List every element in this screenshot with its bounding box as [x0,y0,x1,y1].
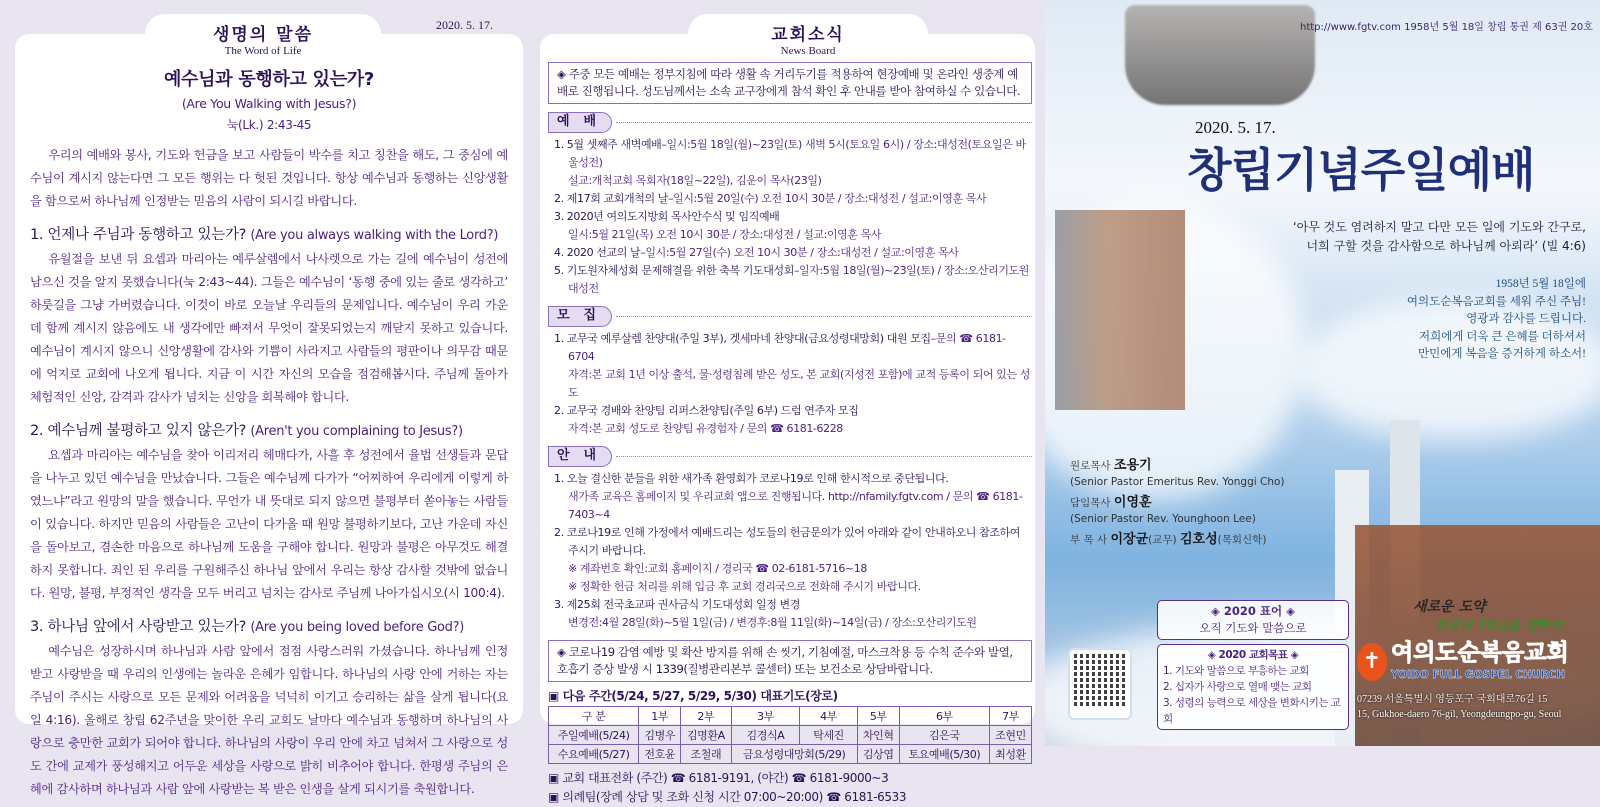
goals-box [1157,644,1349,730]
section-subtitle: News Board [780,45,836,57]
table-cell: 전호윤 [639,745,681,764]
news-item-detail: ※ 계좌번호 확인:교회 홈페이지 / 경리국 ☎ 02-6181-5716~18 [568,562,867,575]
table-cell: 5부 [857,707,899,726]
point-heading-ko: 3. 하나님 앞에서 사랑받고 있는가? [30,619,247,635]
verse-line: 너희 구할 것을 감사함으로 하나님께 아뢰라’ (빌 4:6) [1306,239,1586,253]
news-item-title: 4. 2020 선교의 날 [554,246,641,259]
news-item-title: 2. 제17회 교회개척의 날 [554,192,668,205]
name: 이장균 [1110,532,1149,547]
table-cell: 김은국 [899,726,989,745]
news-item [548,208,1032,226]
news-item-detail: 새가족 교육은 홈페이지 및 우리교회 앱으로 진행됩니다. http://nfamily.fgtv.com / 문의 ☎ 6181-7403~4 [568,490,1023,521]
senior-pastor-en: (Senior Pastor Rev. Younghoon Lee) [1070,513,1256,525]
news-board-tab [688,14,928,57]
dedication-line: 영광과 감사를 드립니다. [1466,313,1586,325]
point-heading-ko: 2. 예수님께 불평하고 있지 않은가? [30,423,247,439]
slogan: 새로운 도약 [1413,599,1486,615]
point-body: 유월절을 보낸 뒤 요셉과 마리아는 예루살렘에서 나사렛으로 가는 길에 예수님이 성전에 남으신 것을 알지 못했습니다(눅 2:43~44). 그들은 예수님이 ‘동행 중에 있는 줄로 생각하고’ 하룻길을 그냥 가버렸습니다. 이것이 바로 오늘날 우리들의 문제입니다. 예수님이 우리 가운데 함께 계시지 않음에도 내 생각에만 빠져서 무엇이 잘못되었는지 깨닫지 못하고 있습니다. 예수님이 계시지 않으니 신앙생활에 감사와 기쁨이 사라지고 사람들의 평판이나 의무감 때문에 억지로 교회에 나오게 됩니다. 지금 이 시간 자신의 모습을 점검해봅시다. 주님께 돌아가 체험적인 신앙, 감격과 감사가 넘치는 신앙을 회복해야 합니다. [30,252,508,404]
table-cell: 최성환 [989,745,1031,764]
issue-date: 2020. 5. 17. [436,18,493,32]
goal-item: 1. 기도와 말씀으로 부흥하는 교회 [1163,665,1309,677]
cover-page [1045,0,1600,746]
news-item-detail: ※ 정확한 헌금 처리를 위해 입금 후 교회 경리국으로 전화해 주시기 바랍니다. [568,580,921,593]
goal-item: 2. 십자가 사랑으로 열매 맺는 교회 [1163,681,1312,693]
table-row [549,726,1032,745]
table-cell: 조현민 [989,726,1031,745]
table-cell: 김명환A [681,726,731,745]
address-en: 15, Gukhoe-daero 76-gil, Yeongdeungpo-gu, Seoul [1357,709,1562,720]
point-body: 예수님은 성장하시며 하나님과 사람 앞에서 점점 사랑스러워 가셨습니다. 하나님께 인정받고 사랑받을 때 우리의 인생에는 놀라운 은혜가 임합니다. 하나님의 사랑 안에 거하는 자는 주님이 주시는 사랑으로 모든 문제와 어려움을 넉넉히 이기고 승리하는 삶을 살게 됩니다(요일 4:16). 올해로 창립 62주년을 맞이한 우리 교회도 날마다 예수님과 동행하며 하나님의 사랑으로 충만한 교회가 되어야 합니다. 하나님의 사랑이 우리 안에 차고 넘쳐서 그 사랑으로 성도 간에 교제가 풍성해지고 어두운 세상을 사랑으로 밝히 비추어야 합니다. 한평생 주님의 은혜에 감사하며 하나님과 사람 앞에 사랑받는 복 받은 인생을 살게 되시기를 축원합니다. [30,644,508,796]
table-cell: 토요예배(5/30) [899,745,989,764]
pastors [1070,458,1285,548]
news-content [548,62,1032,807]
church-tower-photo [1055,210,1185,410]
scripture-reference: 눅(Lk.) 2:43-45 [226,118,312,132]
table-cell: 김경식A [731,726,800,745]
table-cell: 주일예배(5/24) [549,726,639,745]
dedication [1407,276,1586,364]
section-title: 교회소식 [771,25,845,45]
news-item-info: –일시:5월 27일(수) 오전 10시 30분 / 장소:대성전 / 설교:이영훈 목사 [640,246,959,259]
address [1357,692,1561,722]
news-item-detail: 변경전:4월 28일(화)~5월 1일(금) / 변경후:8월 11일(화)~14일(금) / 장소:오산리기도원 [568,616,977,629]
sermon-title-en: (Are You Walking with Jesus?) [181,96,357,111]
table-cell: 7부 [989,707,1031,726]
worship-notice: ◈ 주중 모든 예배는 정부지침에 따라 생활 속 거리두기를 적용하여 현장예배 및 온라인 생중계 예배로 진행됩니다. 성도님께서는 소속 교구장에게 참석 확인 후 안내를 받아 참여하실 수 있습니다. [548,62,1032,104]
church-name: 여의도순복음교회 [1391,640,1569,666]
cover-date: 2020. 5. 17. [1195,118,1276,137]
church-logo-icon: ✝ [1357,643,1387,681]
divider [616,316,1032,317]
goal-item: 3. 성령의 능력으로 세상을 변화시키는 교회 [1163,697,1341,725]
address-ko: 07239 서울특별시 영등포구 국회대로76길 15 [1357,694,1548,705]
dedication-line: 1958년 5월 18일에 [1495,278,1586,290]
senior-pastor [1070,495,1285,511]
news-item-title: 3. 2020년 여의도지방회 목사안수식 및 임직예배 [554,210,780,223]
news-item-title: 5. 기도원자체성회 문제해결을 위한 축복 기도대성회 [554,264,794,277]
news-item-info: –문의 ☎ 6181-6704 [568,332,1006,363]
dedication-line: 저희에게 더욱 큰 은혜를 더하셔서 [1418,330,1586,343]
table-cell: 2부 [681,707,731,726]
emeritus-pastor-en: (Senior Pastor Emeritus Rev. Yonggi Cho) [1070,476,1285,488]
motto-box [1157,600,1349,640]
sermon-title: 예수님과 동행하고 있는가? [163,69,375,90]
church-phone: ▣ 교회 대표전화 (주간) ☎ 6181-9191, (야간) ☎ 6181-9000~3 [548,771,889,785]
news-sections [548,112,1032,632]
table-cell: 3부 [731,707,800,726]
table-cell: 차인혁 [857,726,899,745]
table-cell: 4부 [800,707,857,726]
news-item-title: 3. 제25회 전국초교파 권사금식 기도대성회 일정 변경 [554,598,800,611]
table-header-row [549,707,1032,726]
news-item-info: –일시:5월 18일(월)~23일(토) 새벽 5시(토요일 6시) / 장소:대성전(토요일은 바울성전) [568,138,1026,169]
motto-title: ◈ 2020 표어 ◈ [1211,604,1295,618]
news-item-title: 1. 오늘 결신한 분들을 위한 새가족 환영회가 코로나19로 인해 한시적으로 중단됩니다. [554,472,949,485]
divider [616,122,1032,123]
slogan: 희망의 70년을 향하여 [1435,619,1563,634]
table-row [549,745,1032,764]
table-cell: 탁세진 [800,726,857,745]
name: 조용기 [1113,458,1152,473]
section-tag: 모집 [548,306,612,327]
qr-pattern [1074,654,1126,706]
section-tag: 안내 [548,446,612,467]
point-heading-en: (Aren't you complaining to Jesus?) [250,424,463,439]
news-item-detail: 설교:개척교회 목회자(18일~22일), 김운이 목사(23일) [568,174,822,187]
news-item-info: –일시:5월 20일(수) 오전 10시 30분 / 장소:대성전 / 설교:이영훈 목사 [668,192,987,205]
table-cell: 1부 [639,707,681,726]
news-item [548,470,1032,488]
dedication-line: 만민에게 복음을 증거하게 하소서! [1418,348,1586,360]
section-tag: 예배 [548,112,612,133]
dept: (교무) [1148,534,1177,546]
table-cell: 조철래 [681,745,731,764]
funeral-phone: ▣ 의례팀(장례 상담 및 조화 신청 시간 07:00~20:00) ☎ 6181-6533 [548,790,907,804]
role: 담임목사 [1070,497,1111,509]
covid-notice: ◈ 코로나19 감염 예방 및 확산 방지를 위해 손 씻기, 기침예절, 마스크착용 등 수칙 준수와 발열, 호흡기 증상 발생 시 1339(질병관리본부 콜센터) 또는 보건소로 상담바랍니다. [548,640,1032,682]
news-item [548,244,1032,262]
point-heading-ko: 1. 언제나 주님과 동행하고 있는가? [30,227,247,243]
news-item-detail: 자격:본 교회 성도로 찬양팀 유경험자 / 문의 ☎ 6181-6228 [568,422,843,435]
prayer-schedule-table [548,706,1032,764]
news-item-title: 2. 코로나19로 인해 가정에서 예배드리는 성도들의 헌금문의가 있어 아래와 같이 안내하오니 참조하여 주시기 바랍니다. [554,526,1020,557]
table-cell: 6부 [899,707,989,726]
divider [616,456,1032,457]
point-heading-en: (Are you being loved before God?) [250,620,464,635]
point-body: 요셉과 마리아는 예수님을 찾아 이리저리 헤매다가, 사흘 후 성전에서 율법 선생들과 문답을 나누고 있던 예수님을 만났습니다. 그들은 예수님께 다가가 “어찌하여 우리에게 이렇게 하였느냐”라고 원망의 말을 했습니다. 무언가 내 뜻대로 되지 않으면 불평부터 쏟아놓는 사람들이 있습니다. 하지만 믿음의 사람들은 고난이 다가올 때 원망 불평하기보다, 고난 가운데 자신을 돌아보고, 겸손한 마음으로 하나님께 도움을 구해야 합니다. 원망과 불평은 아무것도 해결하지 못합니다. 죄인 된 우리를 구원해주신 하나님 앞에서 우리는 항상 감사할 것밖에 없습니다. 원망, 불평, 부정적인 생각을 모두 버리고 넘치는 감사로 주님께 나아가십시오(시 100:4). [30,448,508,600]
point-heading [30,419,508,444]
news-item [548,136,1032,172]
verse [1293,218,1586,256]
table-cell: 김상엽 [857,745,899,764]
news-item [548,402,1032,420]
masthead: http://www.fgtv.com 1958년 5월 18일 창립 통권 제 63권 20호 [1300,22,1593,33]
news-item [548,524,1032,560]
old-tent-church-photo [1125,5,1315,105]
name: 김호성 [1179,532,1218,547]
point-heading [30,615,508,640]
section-header [548,446,1032,467]
goals-title: ◈ 2020 교회목표 ◈ [1207,649,1299,661]
section-header [548,112,1032,133]
table-cell: 금요성령대망회(5/29) [731,745,857,764]
dedication-line: 여의도순복음교회를 세워 주신 주님! [1406,295,1586,308]
associate-pastors [1070,532,1285,548]
point-heading-en: (Are you always walking with the Lord?) [250,228,499,243]
word-of-life-tab [145,14,381,57]
cover-title: 창립기념주일예배 [1187,143,1535,197]
section-title: 생명의 말씀 [212,25,314,45]
dept: (목회신학) [1217,534,1267,546]
emeritus-pastor [1070,458,1285,474]
news-item [548,262,1032,298]
news-item-title: 1. 5월 셋째주 새벽예배 [554,138,662,151]
table-cell: 수요예배(5/27) [549,745,639,764]
role: 부 목 사 [1070,534,1108,546]
news-item-info: –일자:5월 18일(월)~23일(토) / 장소:오산리기도원 대성전 [568,264,1030,295]
news-item [548,330,1032,366]
prayer-title: ▣ 다음 주간(5/24, 5/27, 5/29, 5/30) 대표기도(장로) [548,689,838,703]
qr-code[interactable] [1068,648,1132,720]
section-subtitle: The Word of Life [224,45,302,57]
name: 이영훈 [1113,495,1152,510]
section-header [548,306,1032,327]
sermon-intro: 우리의 예배와 봉사, 기도와 헌금을 보고 사람들이 박수를 치고 칭찬을 해도, 그 중심에 예수님이 계시지 않는다면 그 모든 행위는 다 헛된 것입니다. 항상 예수님과 동행하는 신앙생활을 함으로써 하나님께 인정받는 믿음의 사람이 되시길 바랍니다. [30,148,508,208]
role: 원로목사 [1070,460,1111,472]
news-item-title: 2. 교무국 경배와 찬양팀 리퍼스찬양팀(주일 6부) 드럼 연주자 모집 [554,404,859,417]
news-item [548,190,1032,208]
table-cell: 구 분 [549,707,639,726]
news-item-detail: 일시:5월 21일(목) 오전 10시 30분 / 장소:대성전 / 설교:이영훈 목사 [568,228,882,241]
news-item [548,596,1032,614]
point-heading [30,223,508,248]
sermon [30,66,508,801]
verse-line: ‘아무 것도 염려하지 말고 다만 모든 일에 기도와 간구로, [1292,220,1586,234]
news-item-title: 1. 교무국 예루살렘 찬양대(주일 3부), 겟세마네 찬양대(금요성령대망회) 대원 모집 [554,332,931,345]
table-cell: 김병우 [639,726,681,745]
news-item-detail: 자격:본 교회 1년 이상 출석, 물·성령침례 받은 성도, 본 교회(지성전 포함)에 교적 등록이 되어 있는 성도 [568,368,1031,399]
church-name-en: YOIDO FULL GOSPEL CHURCH [1391,669,1566,681]
motto: 오직 기도와 말씀으로 [1199,621,1307,635]
